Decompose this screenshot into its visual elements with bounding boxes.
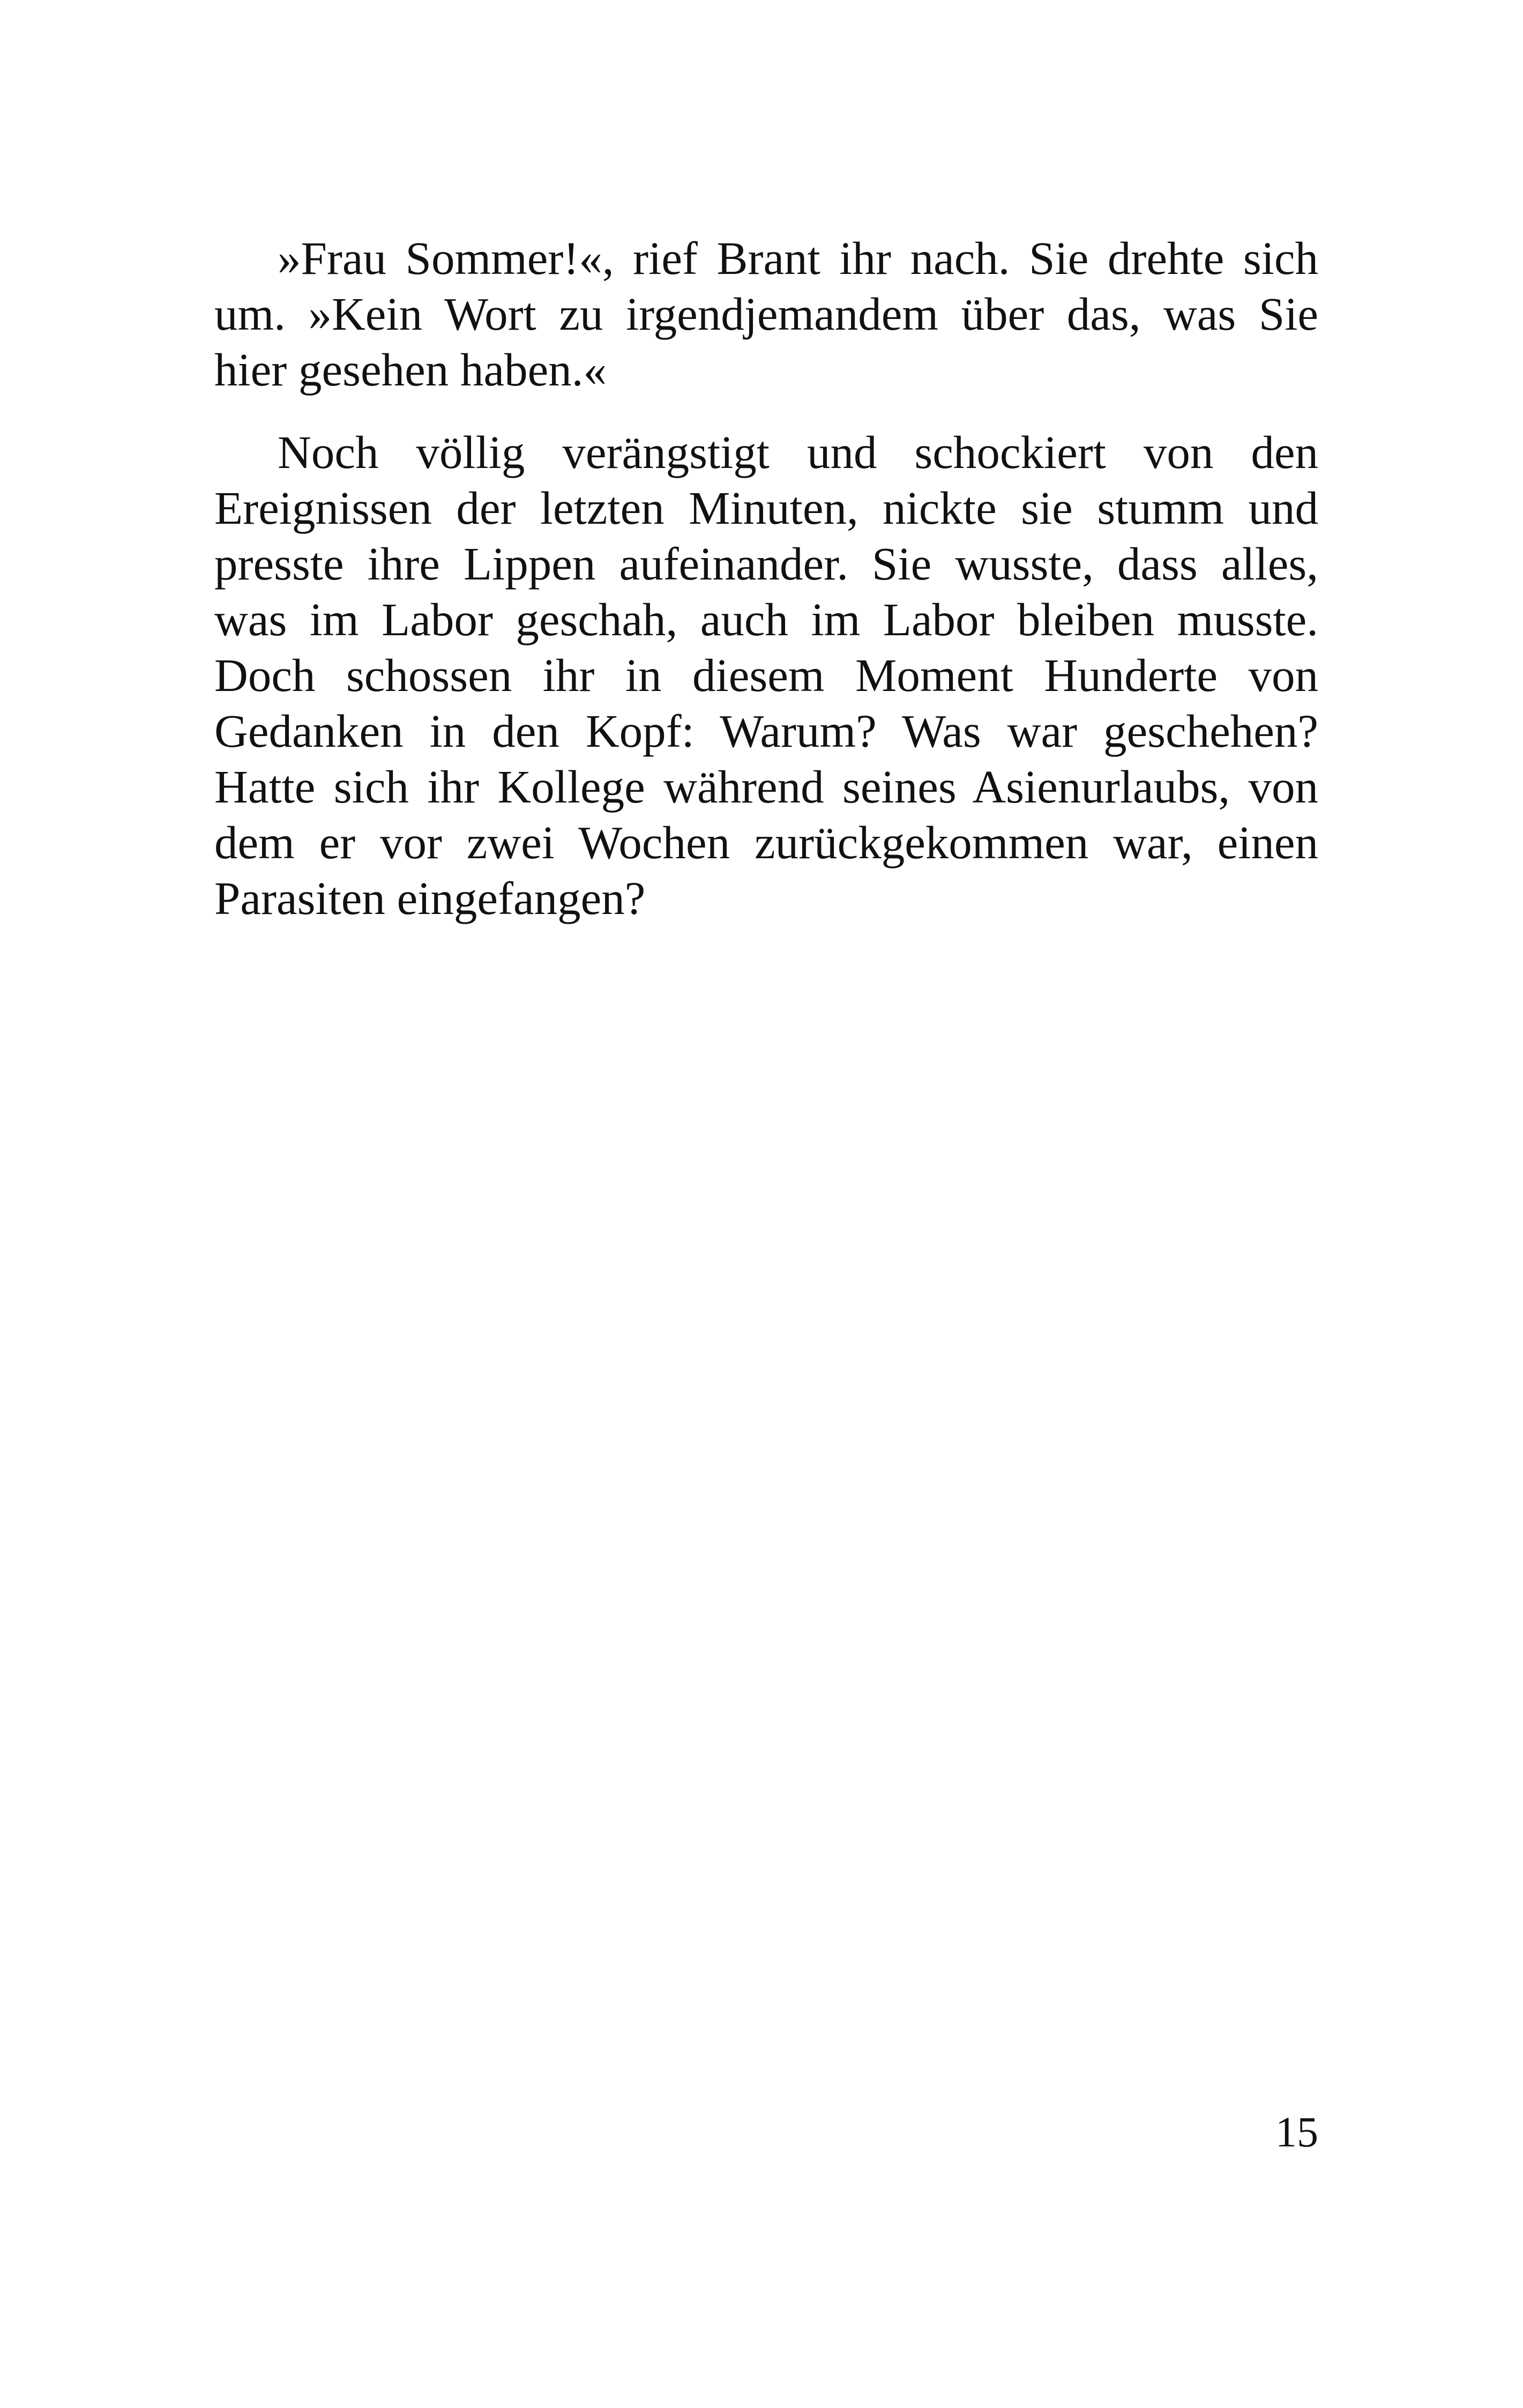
page-number: 15 bbox=[1275, 2109, 1318, 2156]
paragraph-2 bbox=[214, 425, 1318, 926]
text-line: Hatte sich ihr Kollege während seines Asienurlaubs, von bbox=[214, 761, 1318, 813]
body-text bbox=[214, 231, 1318, 926]
text-line: um. »Kein Wort zu irgendjemandem über das, was Sie bbox=[214, 288, 1318, 340]
text-line: Gedanken in den Kopf: Warum? Was war geschehen? bbox=[214, 705, 1318, 757]
text-line: dem er vor zwei Wochen zurückgekommen war, einen bbox=[214, 816, 1318, 868]
text-line: Noch völlig verängstigt und schockiert von den bbox=[278, 426, 1318, 478]
paragraph-1 bbox=[214, 231, 1318, 398]
text-line: presste ihre Lippen aufeinander. Sie wusste, dass alles, bbox=[214, 538, 1318, 590]
text-line: Doch schossen ihr in diesem Moment Hunderte von bbox=[214, 649, 1318, 701]
text-line: Parasiten eingefangen? bbox=[214, 872, 646, 924]
text-line: Ereignissen der letzten Minuten, nickte sie stumm und bbox=[214, 482, 1318, 534]
text-line: was im Labor geschah, auch im Labor bleiben musste. bbox=[214, 593, 1318, 645]
text-line: hier gesehen haben.« bbox=[214, 344, 607, 396]
text-line: »Frau Sommer!«, rief Brant ihr nach. Sie drehte sich bbox=[278, 232, 1318, 284]
